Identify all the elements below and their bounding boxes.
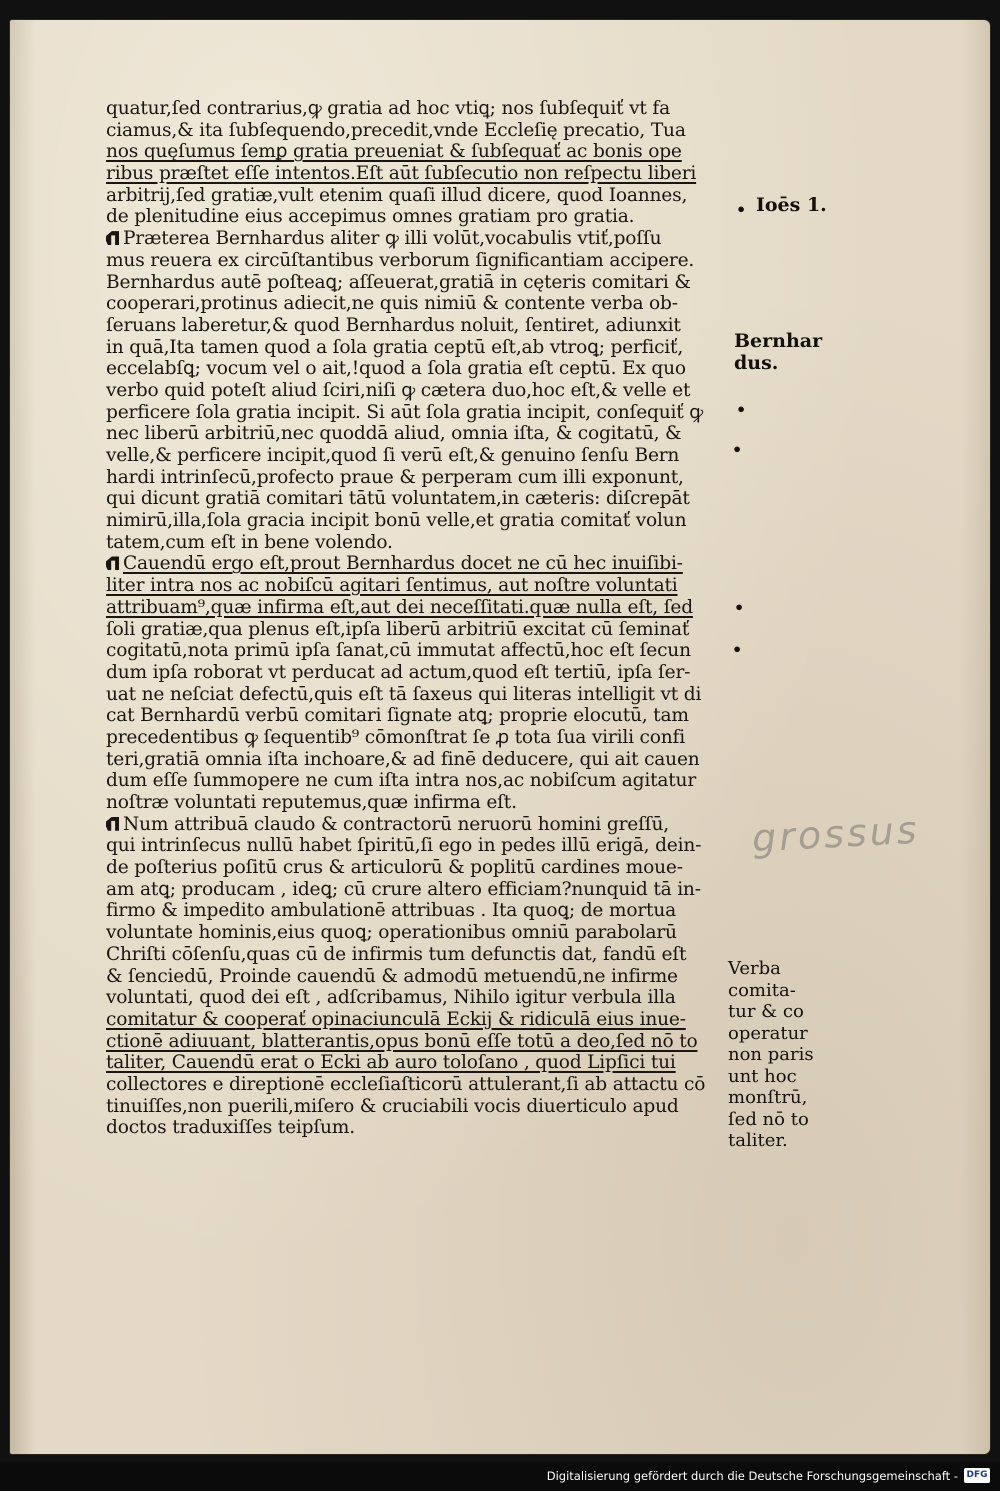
text-line: in quā,Ita tamen quod a ſola gratia ceptū eſt,ab vtroꝗ; perficiť, [106, 336, 684, 358]
text-line: Bernhardus autē poſteaꝗ; aſſeuerat,gratiā in cęteris comitari & [106, 271, 691, 293]
text-line: ctionē adiuuant, blatterantis,opus bonū eſſe totū a deo,ſed nō to [106, 1030, 698, 1052]
funding-credit: Digitalisierung gefördert durch die Deutsche Forschungsgemeinschaft - [546, 1469, 958, 1483]
margin-dot: • [736, 200, 747, 219]
scanned-page [10, 20, 990, 1454]
text-line: precedentibus ꝙ ſequentib⁹ cōmonſtrat ſe ꝓ tota ſua virili confi [106, 726, 685, 748]
text-line: collectores e direptionē eccleſiaſticorū attulerant,ſi ab attactu cō [106, 1073, 706, 1095]
margin-note-line: taliter. [728, 1130, 788, 1151]
text-line: Cauendū ergo eſt,prout Bernhardus docet ne cū hec inuiſibi- [123, 553, 683, 575]
text-line: taliter, Cauendū erat o Ecki ab auro toloſano , quod Lipſici tui [106, 1052, 676, 1074]
text-line: ſoli gratiæ,qua plenus eſt,ipſa liberū arbitriū excitat cū ſeminať [106, 618, 690, 640]
text-line: tatem,cum eſt in bene volendo. [106, 531, 393, 553]
text-line: & ſenciedū, Proinde cauendū & admodū metuendū,ne infirme [106, 965, 678, 987]
margin-note-bernhardus: Bernhar [734, 330, 823, 352]
margin-note-line: comita- [728, 979, 796, 1001]
margin-note-line: tur & co [728, 1001, 804, 1022]
text-line: firmo & impedito ambulationē attribuas . Ita quoꝗ; de mortua [106, 900, 676, 922]
text-line: ſeruans laberetur,& quod Bernhardus noluit, ſentiret, adiunxit [106, 314, 681, 336]
paragraph-mark-icon [106, 231, 119, 245]
text-line: qui intrinſecus nullū habet ſpiritū,ſi ego in pedes illū erigā, dein- [106, 835, 702, 857]
margin-dot: • [732, 440, 743, 459]
paragraph-start [106, 553, 746, 575]
text-line: doctos traduxiſſes teipſum. [106, 1117, 355, 1139]
text-line: cogitatū,nota primū ipſa ſanat,cū immutat affectū,hoc eſt ſecun [106, 640, 691, 662]
text-line: dum ipſa roborat vt perducat ad actum,quod eſt tertiū, ipſa ſer- [106, 661, 691, 683]
text-line: verbo quid poteſt aliud ſciri,niſi ꝙ cætera duo,hoc eſt,& velle et [106, 379, 691, 401]
text-line: eccelabſꝗ; vocum vel o ait,!quod a ſola gratia eſt ceptū. Ex quo [106, 358, 686, 380]
margin-note-line: operatur [728, 1022, 808, 1044]
margin-dot: • [734, 598, 745, 617]
text-line: dum eſſe ſummopere ne cum iſta intra nos,ac nobiſcum agitatur [106, 770, 697, 792]
margin-note-line: ſed nō to [728, 1108, 809, 1130]
text-line: de poſterius poſitū crus & articulorū & poplitū cardines moue- [106, 857, 683, 879]
text-line: Præterea Bernhardus aliter ꝙ illi volūt,vocabulis vtiť,poſſu [123, 228, 662, 250]
text-line: nos quęſumus ſemꝑ gratia preueniat & ſubſequať ac bonis ope [106, 141, 682, 163]
text-line: attribuam⁹,quæ infirma eſt,aut dei neceſſitati.quæ nulla eſt, ſed [106, 596, 693, 618]
text-line: nimirū,illa,ſola gracia incipit bonū velle,et gratia comitať volun [106, 510, 687, 532]
text-line: perficere ſola gratia incipit. Si aūt ſola gratia incipit, conſequiť ꝙ [106, 401, 703, 423]
text-line: teri,gratiā omnia iſta inchoare,& ad finē deducere, qui ait cauen [106, 748, 700, 770]
margin-dot: • [732, 640, 743, 659]
paragraph-start [106, 814, 746, 836]
margin-note-line: unt hoc [728, 1065, 797, 1087]
text-line: noſtræ voluntati reputemus,quæ infirma eſt. [106, 792, 517, 813]
text-line: ribus præſtet eſſe intentos.Eſt aūt ſubſecutio non reſpectu liberi [106, 163, 697, 185]
margin-note-line: Verba [728, 958, 781, 979]
text-line: cat Bernhardū verbū comitari ſignate atꝗ; proprie elocutū, tam [106, 705, 689, 727]
body-text [106, 98, 746, 1139]
text-line: voluntate hominis,eius quoꝗ; operationibus omniū parabolarū [106, 922, 677, 944]
text-line: mus reuera ex circūſtantibus verborum ſignificantiam accipere. [106, 249, 695, 271]
text-line: cooperari,protinus adiecit,ne quis nimiū & contente verba ob- [106, 293, 678, 315]
margin-dot: • [736, 400, 747, 419]
paragraph-mark-icon [106, 556, 119, 570]
text-line: Num attribuā claudo & contractorū neruorū homini greſſū, [123, 813, 669, 835]
margin-note-line: non paris [728, 1044, 814, 1065]
text-line: Chriſti cōſenſu,quas cū de infirmis tum defunctis dat, fandū eſt [106, 943, 687, 965]
text-line: de plenitudine eius accepimus omnes gratiam pro gratia. [106, 206, 635, 228]
text-line: arbitrij,ſed gratiæ,vult etenim quaſi illud dicere, quod Ioannes, [106, 184, 688, 206]
text-line: velle,& perficere incipit,quod ſi verū eſt,& genuino ſenſu Bern [106, 445, 680, 466]
text-line: qui dicunt gratiā comitari tātū voluntatem,in cæteris: diſcrepāt [106, 488, 690, 510]
dfg-logo-icon: DFG [964, 1468, 990, 1483]
handwritten-annotation: grossus [750, 807, 921, 861]
margin-note-line: monſtrū, [728, 1087, 808, 1108]
text-line: quatur,ſed contrarius,ꝙ gratia ad hoc vtiꝗ; nos ſubſequiť vt fa [106, 98, 670, 119]
text-line: nec liberū arbitriū,nec quoddā aliud, omnia iſta, & cogitatū, & [106, 423, 682, 445]
text-line: tinuiſſes,non puerili,miſero & cruciabili vocis diuerticulo apud [106, 1095, 679, 1117]
text-line: am atꝗ; producam , ideꝗ; cū crure altero efficiam?nunquid tā in- [106, 878, 701, 900]
text-line: voluntati, quod dei eſt , adſcribamus, Nihilo igitur verbula illa [106, 987, 676, 1009]
paragraph-mark-icon [106, 817, 119, 831]
margin-note-bernhardus-cont: dus. [734, 352, 779, 374]
text-line: ciamus,& ita ſubſequendo,precedit,vnde Eccleſię precatio, Tua [106, 119, 686, 141]
text-line: uat ne neſciat defectū,quis eſt tā ſaxeus qui literas intelligit vt di [106, 683, 702, 705]
text-line: hardi intrinſecū,profecto praue & perperam cum illi exponunt, [106, 466, 684, 488]
text-line: liter intra nos ac nobiſcū agitari ſentimus, aut noſtre voluntati [106, 575, 678, 597]
paragraph-start [106, 228, 746, 250]
margin-note-ioannes: Ioēs 1. [756, 194, 827, 216]
text-line: comitatur & cooperať opinaciunculā Eckij & ridiculā eius inue- [106, 1008, 686, 1030]
footer-bar [0, 1462, 1000, 1491]
